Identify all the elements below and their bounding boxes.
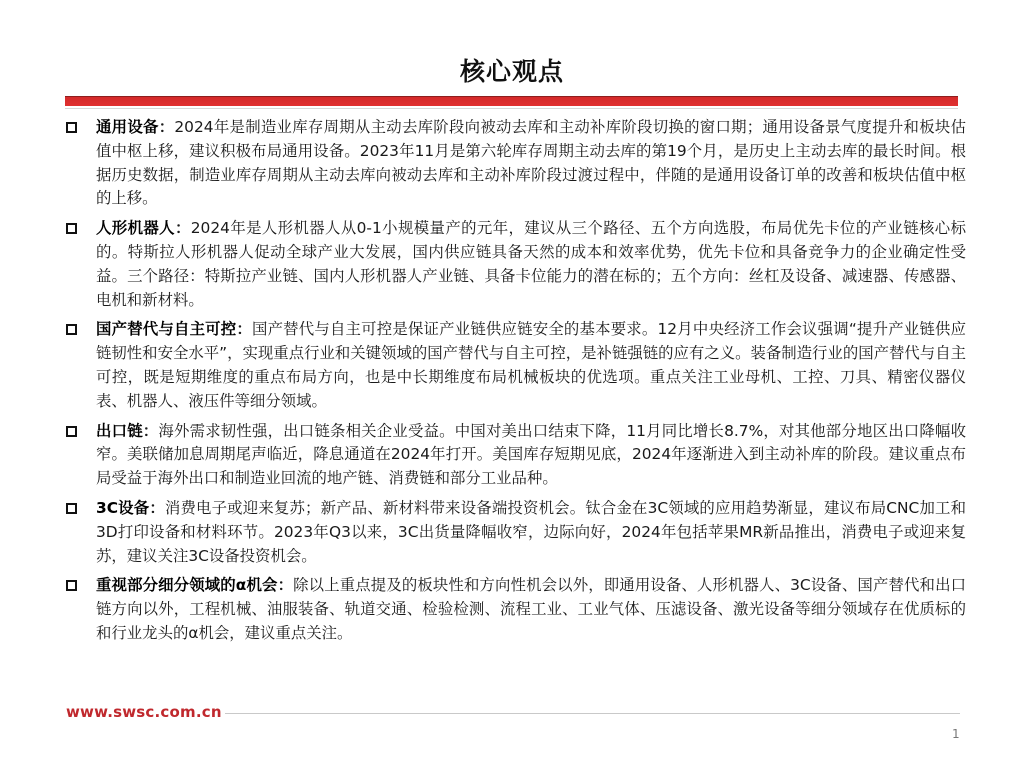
point-niche-opportunities bbox=[66, 574, 966, 645]
point-text: 海外需求韧性强，出口链条相关企业受益。中国对美出口结束下降，11月同比增长8.7%，对其他部分地区出口降幅收窄。美联储加息周期尾声临近，降息通道在2024年打开。美国库存短期见底，2024年逐渐进入到主动补库的阶段。建议重点布局受益于海外出口和制造业回流的地产链、消费链和部分工业品种。 bbox=[96, 421, 966, 488]
point-title: 通用设备 bbox=[96, 118, 159, 136]
square-bullet-icon bbox=[66, 324, 77, 335]
point-export-chain bbox=[66, 420, 966, 491]
point-separator: ： bbox=[158, 118, 175, 136]
point-text: 消费电子或迎来复苏；新产品、新材料带来设备端投资机会。钛合金在3C领域的应用趋势渐显，建议布局CNC加工和3D打印设备和材料环节。2023年Q3以来，3C出货量降幅收窄，边际向好，2024年包括苹果MR新品推出，消费电子或迎来复苏，建议关注3C设备投资机会。 bbox=[96, 498, 966, 565]
point-text: 2024年是制造业库存周期从主动去库阶段向被动去库和主动补库阶段切换的窗口期；通用设备景气度提升和板块估值中枢上移，建议积极布局通用设备。2023年11月是第六轮库存周期主动去库的第19个月，是历史上主动去库的最长时间。根据历史数据，制造业库存周期从主动去库向被动去库和主动补库阶段过渡过程中，伴随的是通用设备订单的改善和板块估值中枢的上移。 bbox=[96, 118, 966, 208]
point-text: 国产替代与自主可控是保证产业链供应链安全的基本要求。12月中央经济工作会议强调“提升产业链供应链韧性和安全水平”，实现重点行业和关键领域的国产替代与自主可控，是补链强链的应有之义。装备制造行业的国产替代与自主可控，既是短期维度的重点布局方向，也是中长期维度布局机械板块的优选项。重点关注工业母机、工控、刀具、精密仪器仪表、机器人、液压件等细分领域。 bbox=[96, 320, 966, 410]
square-bullet-icon bbox=[66, 426, 77, 437]
point-text: 2024年是人形机器人从0-1小规模量产的元年，建议从三个路径、五个方向选股，布局优先卡位的产业链核心标的。特斯拉人形机器人促动全球产业大发展，国内供应链具备天然的成本和效率优势，优先卡位和具备竞争力的企业确定性受益。三个路径：特斯拉产业链、国内人形机器人产业链、具备卡位能力的潜在标的；五个方向：丝杠及设备、减速器、传感器、电机和新材料。 bbox=[96, 219, 966, 309]
title-underline-bar bbox=[65, 96, 958, 106]
footer-divider bbox=[225, 713, 960, 714]
square-bullet-icon bbox=[66, 580, 77, 591]
point-title: 出口链 bbox=[96, 421, 143, 440]
point-separator: ： bbox=[174, 219, 191, 238]
point-text: 除以上重点提及的板块性和方向性机会以外，即通用设备、人形机器人、3C设备、国产替代和出口链方向以外，工程机械、油服装备、轨道交通、检验检测、流程工业、工业气体、压滤设备、激光设备等细分领域存在优质标的和行业龙头的α机会，建议重点关注。 bbox=[96, 576, 967, 642]
key-points-list bbox=[66, 116, 966, 652]
point-separator: ： bbox=[236, 320, 252, 339]
point-separator: ： bbox=[142, 421, 159, 440]
square-bullet-icon bbox=[66, 223, 77, 234]
point-title: 人形机器人 bbox=[96, 219, 175, 238]
point-title: 3C设备 bbox=[96, 498, 150, 517]
point-separator: ： bbox=[277, 576, 294, 595]
page-title: 核心观点 bbox=[459, 57, 564, 86]
point-general-equipment bbox=[66, 116, 966, 211]
point-separator: ： bbox=[149, 498, 165, 517]
point-title: 国产替代与自主可控 bbox=[96, 320, 237, 339]
page-number: 1 bbox=[952, 727, 960, 741]
point-domestic-substitution bbox=[66, 318, 966, 413]
footer-website-link[interactable]: www.swsc.com.cn bbox=[66, 703, 222, 721]
square-bullet-icon bbox=[66, 503, 77, 514]
square-bullet-icon bbox=[66, 122, 77, 133]
point-humanoid-robot bbox=[66, 217, 966, 312]
title-divider bbox=[65, 108, 958, 109]
point-title: 重视部分细分领域的α机会 bbox=[96, 576, 278, 595]
point-3c-equipment bbox=[66, 497, 966, 568]
